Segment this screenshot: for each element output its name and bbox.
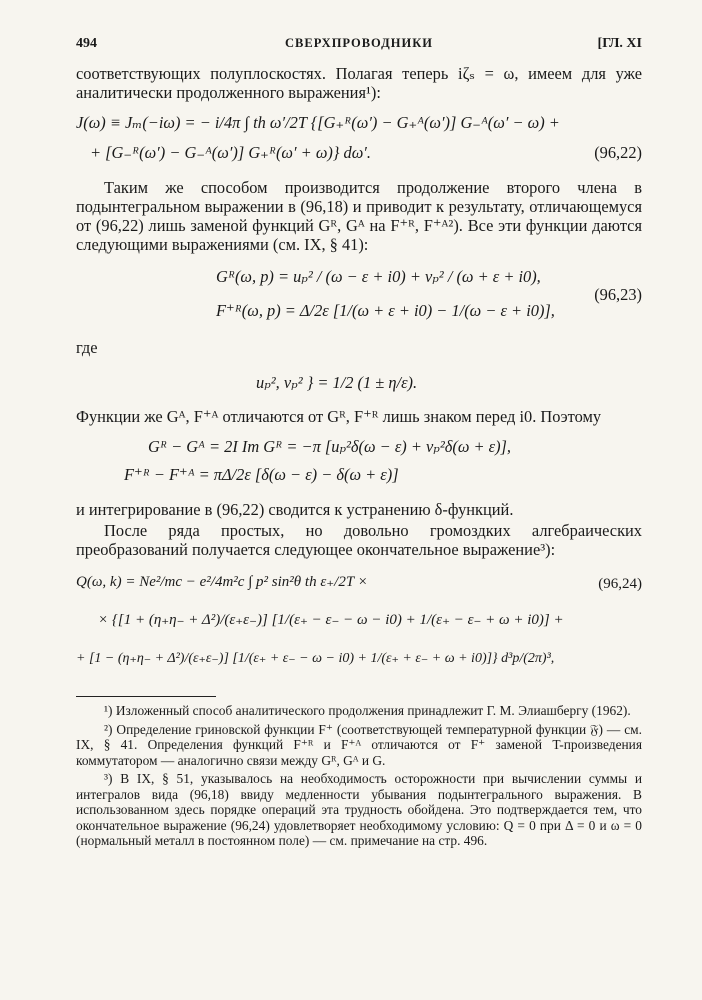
equation-uv: uₚ², vₚ² } = 1/2 (1 ± η/ε). (256, 373, 418, 392)
equation-number-96-23: (96,23) (594, 285, 642, 304)
footnote-1: ¹) Изложенный способ аналитического продолжения принадлежит Г. М. Элиашбергу (1962). (104, 703, 631, 718)
page-number: 494 (76, 36, 97, 51)
equation-96-23 (76, 266, 642, 332)
equation-number-96-24: (96,24) (598, 576, 642, 592)
equation-number-96-22: (96,22) (594, 143, 642, 162)
where-label: где (76, 338, 98, 357)
equation-96-23-line1: Gᴿ(ω, p) = uₚ² / (ω − ε + i0) + vₚ² / (ω + ε + i0), (216, 267, 541, 286)
footnote-rule (76, 696, 216, 697)
equation-96-24-line1: Q(ω, k) = Ne²/mc − e²/4m²c ∫ p² sin²θ th ε₊/2T × (76, 574, 368, 590)
paragraph-4: и интегрирование в (96,22) сводится к устранению δ-функций. (76, 500, 514, 519)
paragraph-1: соответствующих полуплоскостях. Полагая теперь iζₛ = ω, имеем для уже аналитически продолженного выражения¹): (76, 64, 642, 102)
equation-96-24 (76, 571, 642, 690)
equation-difference-line2: F⁺ᴿ − F⁺ᴬ = πΔ/2ε [δ(ω − ε) − δ(ω + ε)] (124, 465, 399, 484)
equation-difference (76, 436, 642, 486)
footnote-3: ³) В IX, § 51, указывалось на необходимость осторожности при вычислении суммы и интегралов вида (96,18) ввиду медленности убывания подынтегрального выражения. В использованном здесь порядке операций эта трудность обойдена. Это подтверждается тем, что окончательное выражение (96,24) удовлетворяет необходимому условию: Q = 0 при Δ = 0 и ω = 0 (нормальный металл в постоянном поле) — см. примечание на стр. 496. (76, 771, 642, 848)
equation-96-22-line1: J(ω) ≡ Jₘ(−iω) = − i/4π ∫ th ω′/2T {[G₊ᴿ(ω′) − G₊ᴬ(ω′)] G₋ᴬ(ω′ − ω) + (76, 113, 560, 132)
equation-96-23-line2: F⁺ᴿ(ω, p) = Δ/2ε [1/(ω + ε + i0) − 1/(ω − ε + i0)], (216, 301, 555, 320)
running-title: СВЕРХПРОВОДНИКИ (285, 36, 433, 50)
footnote-2: ²) Определение гриновской функции F⁺ (соответствующей температурной функции 𝔉) — см. IX, § 41. Определения функций F⁺ᴿ и F⁺ᴬ отличаются от F⁺ заменой T-произведения коммутатором — аналогично связи между Gᴿ, Gᴬ и G. (76, 721, 642, 768)
equation-difference-line1: Gᴿ − Gᴬ = 2I Im Gᴿ = −π [uₚ²δ(ω − ε) + vₚ²δ(ω + ε)], (148, 437, 512, 456)
paragraph-2: Таким же способом производится продолжение второго члена в подынтегральном выражении в (96,18) и приводит к результату, отличающемуся от (96,22) лишь заменой функций Gᴿ, Gᴬ на F⁺ᴿ, F⁺ᴬ²). Все эти функции даются следующими выражениями (см. IX, § 41): (76, 178, 642, 254)
book-page (76, 36, 642, 849)
paragraph-3: Функции же Gᴬ, F⁺ᴬ отличаются от Gᴿ, F⁺ᴿ лишь знаком перед i0. Поэтому (76, 407, 602, 426)
paragraph-5: После ряда простых, но довольно громоздких алгебраических преобразований получается следующее окончательное выражение³): (76, 521, 642, 559)
running-header (76, 36, 642, 60)
equation-96-22-line2: + [G₋ᴿ(ω′) − G₋ᴬ(ω′)] G₊ᴿ(ω′ + ω)} dω′. (90, 143, 371, 162)
equation-96-22 (76, 112, 642, 164)
equation-96-24-line3: + [1 − (η₊η₋ + Δ²)/(ε₊ε₋)] [1/(ε₊ + ε₋ − ω − i0) + 1/(ε₊ + ε₋ + ω + i0)]} d³p/(2π)³, (76, 651, 555, 666)
chapter-label: [ГЛ. XI (597, 36, 642, 51)
equation-96-24-line2: × {[1 + (η₊η₋ + Δ²)/(ε₊ε₋)] [1/(ε₊ − ε₋ − ω − i0) + 1/(ε₊ − ε₋ + ω + i0)] + (98, 612, 564, 628)
